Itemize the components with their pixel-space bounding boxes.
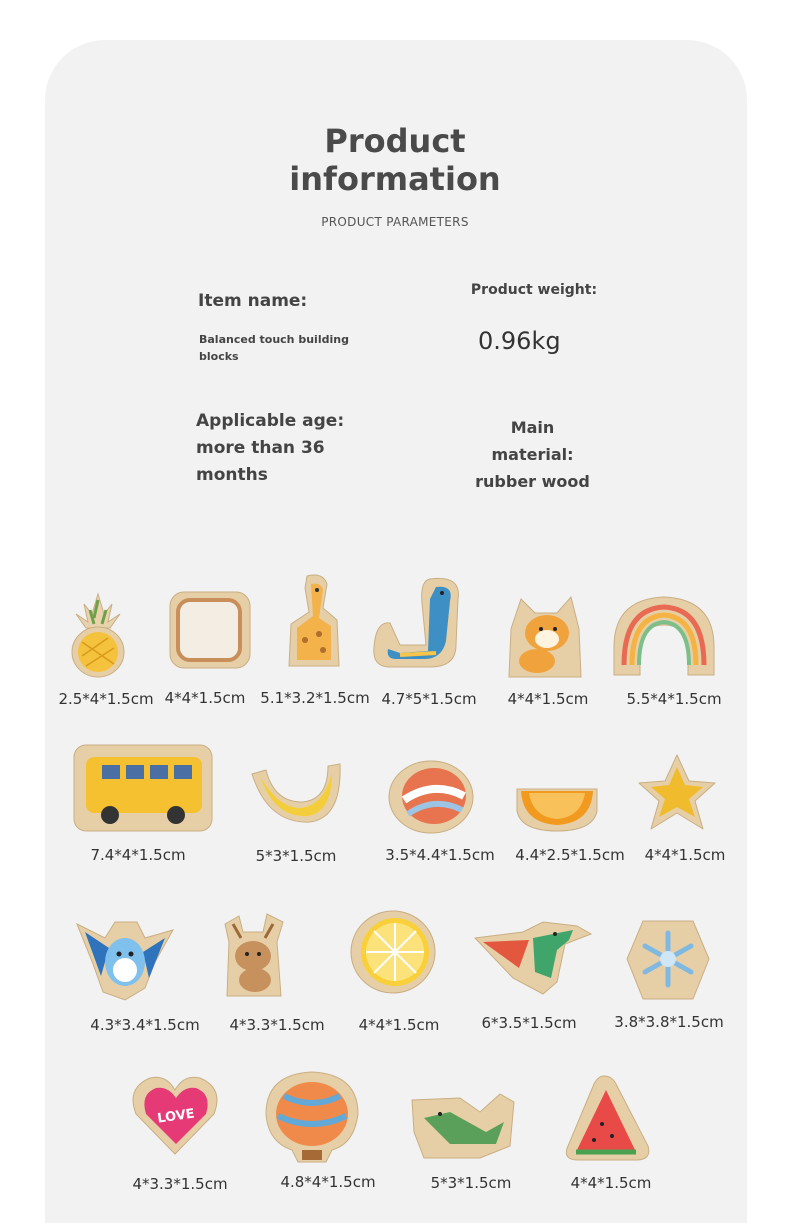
ball-block-icon [388, 760, 474, 834]
item-name-label: Item name: [198, 291, 308, 311]
page-subtitle: PRODUCT PARAMETERS [321, 215, 469, 229]
size-label: 6*3.5*1.5cm [481, 1014, 577, 1032]
size-label: 5*3*1.5cm [255, 847, 337, 865]
size-label: 5*3*1.5cm [430, 1174, 512, 1192]
size-label: 2.5*4*1.5cm [58, 690, 154, 708]
crocodile-block-icon [410, 1092, 516, 1164]
dog-block-icon [505, 593, 585, 679]
watermelon-block-icon [564, 1074, 650, 1162]
size-label: 4*4*1.5cm [570, 1174, 652, 1192]
heart-love-text: LOVE [156, 1106, 196, 1127]
size-label: 4*4*1.5cm [164, 689, 246, 707]
size-label: 4*3.3*1.5cm [229, 1016, 325, 1034]
size-label: 4.3*3.4*1.5cm [90, 1016, 200, 1034]
snowflake-block-icon [625, 919, 711, 1001]
size-label: 3.5*4.4*1.5cm [385, 846, 495, 864]
lemon-block-icon [350, 910, 436, 994]
pineapple-block-icon [68, 592, 128, 678]
material-text: Main material: rubber wood [475, 418, 590, 491]
weight-value: 0.96kg [478, 327, 561, 355]
balloon-block-icon [262, 1070, 362, 1164]
deer-block-icon [215, 912, 291, 998]
item-name-value: Balanced touch building blocks [199, 333, 349, 363]
size-label: 5.1*3.2*1.5cm [260, 689, 370, 707]
size-label: 5.5*4*1.5cm [626, 690, 722, 708]
size-label: 4.8*4*1.5cm [280, 1173, 376, 1191]
age-text: Applicable age: more than 36 months [196, 411, 345, 485]
size-label: 4.7*5*1.5cm [381, 690, 477, 708]
rainbow-block-icon [612, 595, 716, 677]
dinosaur-block-icon [370, 575, 466, 671]
weight-label: Product weight: [470, 282, 598, 298]
orange-slice-block-icon [515, 779, 599, 833]
heart-block-icon [130, 1074, 220, 1156]
bird-block-icon [75, 918, 175, 1002]
banana-block-icon [248, 760, 344, 826]
bread-block-icon [168, 590, 252, 670]
page-title: Product information [289, 122, 501, 198]
size-label: 4*4*1.5cm [507, 690, 589, 708]
size-label: 4*4*1.5cm [358, 1016, 440, 1034]
size-label: 4.4*2.5*1.5cm [515, 846, 625, 864]
size-label: 4*4*1.5cm [644, 846, 726, 864]
giraffe-block-icon [283, 572, 343, 670]
pterosaur-block-icon [473, 920, 593, 996]
bus-block-icon [72, 743, 214, 833]
star-block-icon [637, 753, 717, 833]
size-label: 7.4*4*1.5cm [90, 846, 186, 864]
size-label: 3.8*3.8*1.5cm [614, 1013, 724, 1031]
size-label: 4*3.3*1.5cm [132, 1175, 228, 1193]
